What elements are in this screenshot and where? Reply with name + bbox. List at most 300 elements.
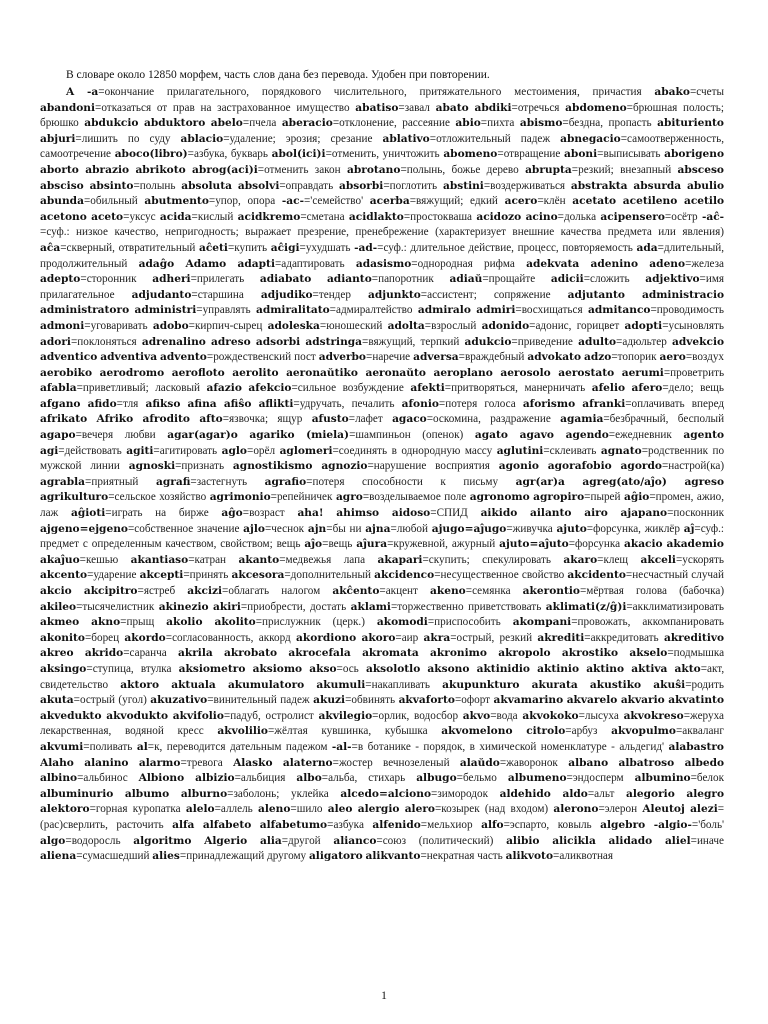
dictionary-term: aidoso <box>391 507 431 520</box>
dictionary-definition: пчела <box>249 117 277 130</box>
dictionary-definition: суф.: длительное действие, процесс, повторяемость <box>383 241 633 254</box>
dictionary-definition: жёлтая кувшинка, кубышка <box>274 725 428 738</box>
dictionary-definition: настрой(ка) <box>668 460 724 473</box>
dictionary-term: alegorio <box>626 787 675 800</box>
dictionary-term: Afriko <box>96 413 134 426</box>
dictionary-term: admoni <box>40 319 85 332</box>
dictionary-term: aktinidio <box>476 662 530 675</box>
dictionary-term: Albiono <box>138 772 185 785</box>
dictionary-term: aberacio <box>281 117 333 130</box>
dictionary-term: albizio <box>195 772 235 785</box>
dictionary-term: akra <box>423 631 451 644</box>
dictionary-definition: любой <box>396 522 428 535</box>
dictionary-term: ablacio <box>180 132 224 145</box>
dictionary-term: akrostiko <box>561 647 619 660</box>
dictionary-term: abandoni <box>40 101 96 114</box>
dictionary-definition: борец <box>91 631 120 644</box>
dictionary-definition: поглотить <box>389 179 438 192</box>
dictionary-definition: живучка <box>512 522 553 535</box>
dictionary-term: adjudanto <box>131 288 192 301</box>
dictionary-term: alabastro <box>668 740 724 753</box>
dictionary-definition: согласованность, аккорд <box>172 631 291 644</box>
dictionary-term: aforismo <box>522 397 576 410</box>
dictionary-definition: кислый <box>197 210 234 223</box>
dictionary-definition: вода <box>496 709 518 722</box>
dictionary-definition: козырек (над входом) <box>441 803 549 816</box>
dictionary-term: aero <box>659 351 686 364</box>
dictionary-term: agonio <box>498 460 539 473</box>
dictionary-term: aĵura <box>356 538 388 551</box>
dictionary-definition: сельское хозяйство <box>114 491 207 504</box>
dictionary-term: adjektivo <box>645 273 700 286</box>
dictionary-definition: катран <box>194 553 227 566</box>
dictionary-term: abnegacio <box>560 132 621 145</box>
dictionary-definition: безбрачный, бесполый <box>609 413 724 426</box>
dictionary-term: agr(ar)a <box>515 475 565 488</box>
dictionary-definition: играть на бирже <box>111 507 209 520</box>
dictionary-definition: враждебный <box>464 351 525 364</box>
dictionary-definition: прощайте <box>488 273 536 286</box>
dictionary-definition: акваланг <box>682 725 724 738</box>
dictionary-definition: воздух <box>692 351 724 364</box>
dictionary-term: agropiro <box>533 491 585 504</box>
dictionary-term: afgano <box>40 397 81 410</box>
dictionary-term: aerumi <box>621 366 664 379</box>
dictionary-term: aksiomo <box>252 662 303 675</box>
dictionary-term: abol(ici)i <box>271 148 326 161</box>
dictionary-definition: потеря способности к письму <box>312 475 499 488</box>
dictionary-term: adheri <box>152 273 191 286</box>
dictionary-definition: пырей <box>590 491 621 504</box>
dictionary-definition: принадлежащий другому <box>186 850 307 863</box>
dictionary-term: albatroso <box>618 756 675 769</box>
dictionary-term: aerofloto <box>171 366 225 379</box>
dictionary-term: akerontio <box>522 585 580 597</box>
dictionary-term: akvopulmo <box>611 725 676 738</box>
dictionary-term: afonio <box>401 397 439 410</box>
dictionary-term: -aĉ- <box>701 210 724 223</box>
dictionary-term: abulio <box>686 179 724 192</box>
dictionary-definition: 'боль' <box>698 818 724 831</box>
dictionary-term: abrazio <box>85 163 130 176</box>
dictionary-term: akolio <box>166 616 203 629</box>
dictionary-term: citrolo <box>526 725 566 738</box>
dictionary-term: algo <box>40 834 66 847</box>
dictionary-term: aeronaŭto <box>365 366 426 379</box>
dictionary-term: aĵo <box>304 538 323 551</box>
dictionary-definition: торжественно приветствовать <box>397 600 542 613</box>
dictionary-definition: заболонь; уклейка <box>233 787 329 800</box>
dictionary-definition: (рас)сверлить, расточить <box>40 818 164 831</box>
dictionary-definition: бездна, пропасть <box>568 117 652 130</box>
dictionary-term: agrafi <box>155 475 191 488</box>
dictionary-definition: другой <box>288 834 321 847</box>
dictionary-term: akuzi <box>313 694 346 707</box>
dictionary-term: alfabetumo <box>259 818 328 831</box>
dictionary-term: akrila <box>178 647 213 660</box>
dictionary-term: admitanco <box>587 304 651 317</box>
dictionary-definition: собственное значение <box>134 522 240 535</box>
dictionary-term: aerosolo <box>500 366 551 379</box>
dictionary-term: acetato <box>572 195 617 208</box>
dictionary-term: adiaŭ <box>449 273 483 286</box>
dictionary-term: akcepti <box>139 569 184 582</box>
dictionary-definition: лишить по суду <box>81 132 171 145</box>
dictionary-definition: самоотверженность, самоотречение <box>40 132 724 161</box>
dictionary-term: akacio <box>623 538 663 551</box>
dictionary-definition: тысячелистник <box>82 600 155 613</box>
dictionary-term: akvokreso <box>623 709 684 722</box>
dictionary-definition: горная куропатка <box>95 803 181 816</box>
dictionary-definition: ударение <box>93 569 137 582</box>
dictionary-term: abjuri <box>40 132 76 145</box>
dictionary-term: alerono <box>553 803 599 816</box>
dictionary-definition: азбука, букварь <box>193 148 268 161</box>
dictionary-definition: акт, свидетельство <box>40 662 724 691</box>
dictionary-term: akcento <box>40 569 88 582</box>
dictionary-term: ajlo <box>243 522 265 535</box>
dictionary-definition: проветрить <box>670 366 724 379</box>
dictionary-term: akurata <box>531 678 578 691</box>
dictionary-term: adoleska <box>267 319 320 332</box>
dictionary-term: alegro <box>686 787 724 800</box>
dictionary-term: ada <box>636 241 658 254</box>
dictionary-definition: лафет <box>355 413 383 426</box>
dictionary-term: acidozo <box>476 210 522 223</box>
dictionary-definition: однородная рифма <box>417 257 515 270</box>
dictionary-definition: папоротник <box>378 273 434 286</box>
dictionary-definition: отречься <box>517 101 560 114</box>
dictionary-term: aĉa <box>40 241 61 254</box>
dictionary-term: afelio <box>591 382 626 395</box>
dictionary-term: agendo <box>565 429 609 442</box>
dictionary-term: akvo <box>462 709 491 722</box>
dictionary-definition: медвежья лапа <box>285 553 366 566</box>
dictionary-term: aliel <box>664 834 691 847</box>
dictionary-term: agro <box>335 491 363 504</box>
dictionary-term: agordo <box>620 460 662 473</box>
dictionary-term: admiralo <box>417 304 471 317</box>
dictionary-definition: длительный, продолжительный <box>40 241 724 270</box>
dictionary-term: aerostato <box>558 366 615 379</box>
dictionary-term: akupunkturo <box>442 678 520 691</box>
dictionary-term: airo <box>584 507 608 520</box>
dictionary-definition: потеря голоса <box>445 397 516 410</box>
dictionary-definition: завал <box>404 101 430 114</box>
dictionary-term: ajgeno=ejgeno <box>40 522 128 535</box>
dictionary-term: adjutanto <box>567 288 625 301</box>
dictionary-term: aglomeri <box>279 444 333 457</box>
dictionary-term: alfabeto <box>202 818 252 831</box>
dictionary-term: adobo <box>152 319 189 332</box>
dictionary-definition: винительный падеж <box>213 694 310 707</box>
dictionary-term: ajuto <box>556 522 587 535</box>
dictionary-term: abrikoto <box>135 163 186 176</box>
dictionary-definition: дополнительный <box>290 569 371 582</box>
dictionary-term: agnato <box>600 444 642 457</box>
dictionary-definition: ухудшать <box>305 241 351 254</box>
dictionary-term: akapari <box>377 553 423 566</box>
dictionary-definition: мельхиор <box>427 818 473 831</box>
dictionary-definition: СПИД <box>436 507 468 520</box>
dictionary-term: aleno <box>258 803 291 816</box>
dictionary-definition: упор, опора <box>215 195 276 208</box>
dictionary-definition: принять <box>189 569 229 582</box>
dictionary-definition: скупить; спекулировать <box>428 553 551 566</box>
dictionary-definition: водоросль <box>71 834 121 847</box>
dictionary-definition: приведение <box>517 335 573 348</box>
dictionary-term: advekcio <box>671 335 724 348</box>
dictionary-term: afekti <box>410 382 445 395</box>
dictionary-term: agaco <box>392 413 427 426</box>
dictionary-term: alfa <box>172 818 195 831</box>
dictionary-definition: адаптировать <box>281 257 345 270</box>
dictionary-term: akvodukto <box>106 709 169 722</box>
dictionary-term: afido <box>87 397 117 410</box>
dictionary-term: abstrakta <box>570 179 628 192</box>
dictionary-term: abelo <box>210 117 243 130</box>
dictionary-definition: признать <box>181 460 225 473</box>
dictionary-term: aerobiko <box>40 366 93 379</box>
dictionary-term: agento <box>683 429 724 442</box>
dictionary-term: akvumi <box>40 740 84 753</box>
dictionary-term: akreo <box>40 647 74 660</box>
dictionary-term: akordiono <box>296 631 357 644</box>
dictionary-term: abdomeno <box>565 101 627 114</box>
dictionary-term: aksingo <box>40 662 87 675</box>
dictionary-term: acino <box>525 210 558 223</box>
dictionary-term: absolvi <box>237 179 280 192</box>
dictionary-term: akanto <box>238 553 280 566</box>
dictionary-definition: жаворонок <box>506 756 558 769</box>
dictionary-definition: клён <box>543 195 566 208</box>
dictionary-term: adverbo <box>318 351 367 364</box>
dictionary-term: akvaforto <box>398 694 455 707</box>
dictionary-term: adaĝo <box>138 257 175 270</box>
dictionary-term: akuta <box>40 694 74 707</box>
dictionary-definition: наречие <box>372 351 411 364</box>
dictionary-definition: скверный, отвратительный <box>66 241 196 254</box>
dictionary-term: alergio <box>357 803 400 816</box>
dictionary-definition: азбука <box>333 818 364 831</box>
dictionary-term: adzo <box>583 351 612 364</box>
dictionary-definition: саранча <box>129 647 167 660</box>
dictionary-term: Adamo <box>185 257 227 270</box>
dictionary-term: akvamarino <box>493 694 564 707</box>
dictionary-term: akropolo <box>498 647 551 660</box>
dictionary-term: adepto <box>40 273 81 286</box>
dictionary-term: abituriento <box>657 117 724 130</box>
dictionary-term: aboni <box>564 148 598 161</box>
dictionary-definition: отложительный падеж <box>436 132 551 145</box>
dictionary-definition: тля <box>122 397 139 410</box>
dictionary-definition: аккредитовать <box>590 631 659 644</box>
dictionary-term: administri <box>134 304 197 317</box>
dictionary-term: akvilegio <box>318 709 373 722</box>
dictionary-term: akcidenco <box>374 569 435 582</box>
dictionary-term: alikvanto <box>365 850 421 863</box>
dictionary-definition: возраст <box>249 507 285 520</box>
dictionary-definition: альба, стихарь <box>328 772 406 785</box>
dictionary-term: acidkremo <box>237 210 301 223</box>
dictionary-term: ajapano <box>620 507 668 520</box>
dictionary-term: albugo <box>416 772 457 785</box>
dictionary-definition: рождественский пост <box>213 351 316 364</box>
dictionary-term: akrido <box>84 647 124 660</box>
dictionary-definition: 'семейство' <box>310 195 364 208</box>
dictionary-definition: орлик, водосбор <box>378 709 459 722</box>
dictionary-definition: поклоняться <box>77 335 137 348</box>
dictionary-term: akantiaso <box>130 553 189 566</box>
dictionary-term: adapti <box>237 257 275 270</box>
dictionary-definition: поливать <box>89 740 133 753</box>
dictionary-term: aktino <box>586 662 625 675</box>
dictionary-term: Alaho <box>40 756 74 769</box>
dictionary-term: adventico <box>40 351 98 364</box>
dictionary-definition: полынь, божье дерево <box>406 163 519 176</box>
dictionary-term: albumeno <box>507 772 567 785</box>
dictionary-term: aborto <box>40 163 79 176</box>
dictionary-term: absurda <box>633 179 682 192</box>
dictionary-term: akordo <box>124 631 166 644</box>
dictionary-definition: ассистент; сопряжение <box>427 288 551 301</box>
dictionary-term: adopti <box>624 319 663 332</box>
dictionary-definition: простокваша <box>410 210 473 223</box>
dictionary-term: aliena <box>40 850 77 863</box>
dictionary-definition: сложить <box>590 273 630 286</box>
dictionary-term: alaterno <box>282 756 333 769</box>
dictionary-term: afazio <box>206 382 242 395</box>
dictionary-definition: альт <box>594 787 615 800</box>
dictionary-definition: кружевной, ажурный <box>393 538 496 551</box>
dictionary-definition: ось <box>342 662 359 675</box>
dictionary-term: akolito <box>214 616 256 629</box>
dictionary-term: aboco(libro) <box>114 148 188 161</box>
dictionary-term: agrabla <box>40 475 86 488</box>
dictionary-definition: шампиньон (опенок) <box>355 429 464 442</box>
dictionary-term: Aleutoj <box>642 803 685 816</box>
dictionary-term: agamia <box>560 413 604 426</box>
dictionary-definition: агитировать <box>159 444 218 457</box>
dictionary-definition: полынь <box>139 179 176 192</box>
dictionary-term: adeno <box>649 257 686 270</box>
dictionary-term: acidlakto <box>348 210 404 223</box>
dictionary-term: adenino <box>590 257 639 270</box>
dictionary-term: akvokoko <box>522 709 579 722</box>
dictionary-term: akeno <box>430 585 466 597</box>
dictionary-term: acida <box>159 210 192 223</box>
dictionary-term: aksolotlo <box>365 662 421 675</box>
dictionary-term: abismo <box>519 117 563 130</box>
dictionary-term: akuzativo <box>150 694 208 707</box>
dictionary-term: administratoro <box>40 304 130 317</box>
dictionary-term: aĵ <box>683 522 695 535</box>
dictionary-definition: кешью <box>85 553 119 566</box>
dictionary-definition: отменить закон <box>264 163 341 176</box>
dictionary-definition: восхищаться <box>521 304 583 317</box>
dictionary-definition: акцент <box>385 585 418 597</box>
dictionary-term: albino <box>40 772 78 785</box>
dictionary-term: alanino <box>84 756 129 769</box>
dictionary-term: akademio <box>666 538 724 551</box>
dictionary-term: adukcio <box>464 335 512 348</box>
dictionary-term: acetono <box>40 210 87 223</box>
dictionary-definition: сметана <box>306 210 345 223</box>
dictionary-definition: отклонение, рассеяние <box>339 117 450 130</box>
dictionary-term: abatiso <box>355 101 399 114</box>
dictionary-definition: мёртвая голова (бабочка) <box>586 585 724 597</box>
dictionary-term: adonido <box>481 319 530 332</box>
dictionary-definition: сильное возбуждение <box>297 382 404 395</box>
dictionary-term: ailanto <box>530 507 572 520</box>
dictionary-term: akronimo <box>430 647 487 660</box>
dictionary-term: agi <box>40 444 59 457</box>
dictionary-term: aksiometro <box>178 662 246 675</box>
dictionary-term: akaro <box>563 553 598 566</box>
dictionary-definition: склеивать <box>549 444 597 457</box>
dictionary-definition: жостер вечнозеленый <box>338 756 450 769</box>
dictionary-definition: удручать, печалить <box>299 397 395 410</box>
dictionary-definition: нарушение восприятия <box>373 460 490 473</box>
dictionary-definition: язвочка; ящур <box>229 413 303 426</box>
dictionary-term: abomeno <box>443 148 498 161</box>
dictionary-definition: провожать, аккомпанировать <box>577 616 724 629</box>
dictionary-term: akaĵuo <box>40 553 80 566</box>
dictionary-term: adreso <box>211 335 251 348</box>
dictionary-definition: долька <box>563 210 597 223</box>
dictionary-term: alibio <box>506 834 540 847</box>
dictionary-term: alidado <box>608 834 653 847</box>
dictionary-term: afrikato <box>40 413 88 426</box>
dictionary-term: abstini <box>442 179 484 192</box>
dictionary-definition: острый (угол) <box>79 694 147 707</box>
dictionary-definition: арбуз <box>571 725 598 738</box>
dictionary-definition: клещ <box>603 553 629 566</box>
dictionary-term: alies <box>152 850 180 863</box>
dictionary-term: -al- <box>331 740 352 753</box>
dictionary-definition: несчастный случай <box>632 569 724 582</box>
dictionary-definition: осётр <box>671 210 698 223</box>
dictionary-term: agronomo <box>469 491 530 504</box>
dictionary-term: aikido <box>480 507 518 520</box>
dictionary-definition: суф.: предмет с определенным качеством, свойством; вещь <box>40 522 724 551</box>
dictionary-term: akrediti <box>537 631 585 644</box>
dictionary-term: afikso <box>145 397 181 410</box>
dictionary-definition: приветливый; ласковый <box>82 382 200 395</box>
dictionary-term: agrimonio <box>209 491 271 504</box>
dictionary-term: afranki <box>582 397 626 410</box>
dictionary-definition: белок <box>696 772 724 785</box>
dictionary-term: alarmo <box>138 756 181 769</box>
dictionary-term: akĉento <box>332 585 380 597</box>
dictionary-term: alikvoto <box>505 850 554 863</box>
dictionary-definition: брюшная полость; брюшко <box>40 101 724 130</box>
dictionary-definition: чеснок <box>271 522 305 535</box>
dictionary-term: adversa <box>413 351 459 364</box>
dictionary-term: akomodi <box>376 616 428 629</box>
dictionary-term: agapo <box>40 429 76 442</box>
dictionary-term: albedo <box>684 756 724 769</box>
dictionary-definition: эспарто, ковыль <box>509 818 592 831</box>
dictionary-term: Algerio <box>204 834 248 847</box>
dictionary-term: A <box>66 86 75 98</box>
dictionary-term: alaŭdo <box>459 756 500 769</box>
dictionary-definition: оплачивать вперед <box>631 397 724 410</box>
dictionary-term: agnozio <box>321 460 368 473</box>
dictionary-term: aceto <box>91 210 124 223</box>
dictionary-term: aktinio <box>537 662 580 675</box>
dictionary-term: agavo <box>519 429 554 442</box>
